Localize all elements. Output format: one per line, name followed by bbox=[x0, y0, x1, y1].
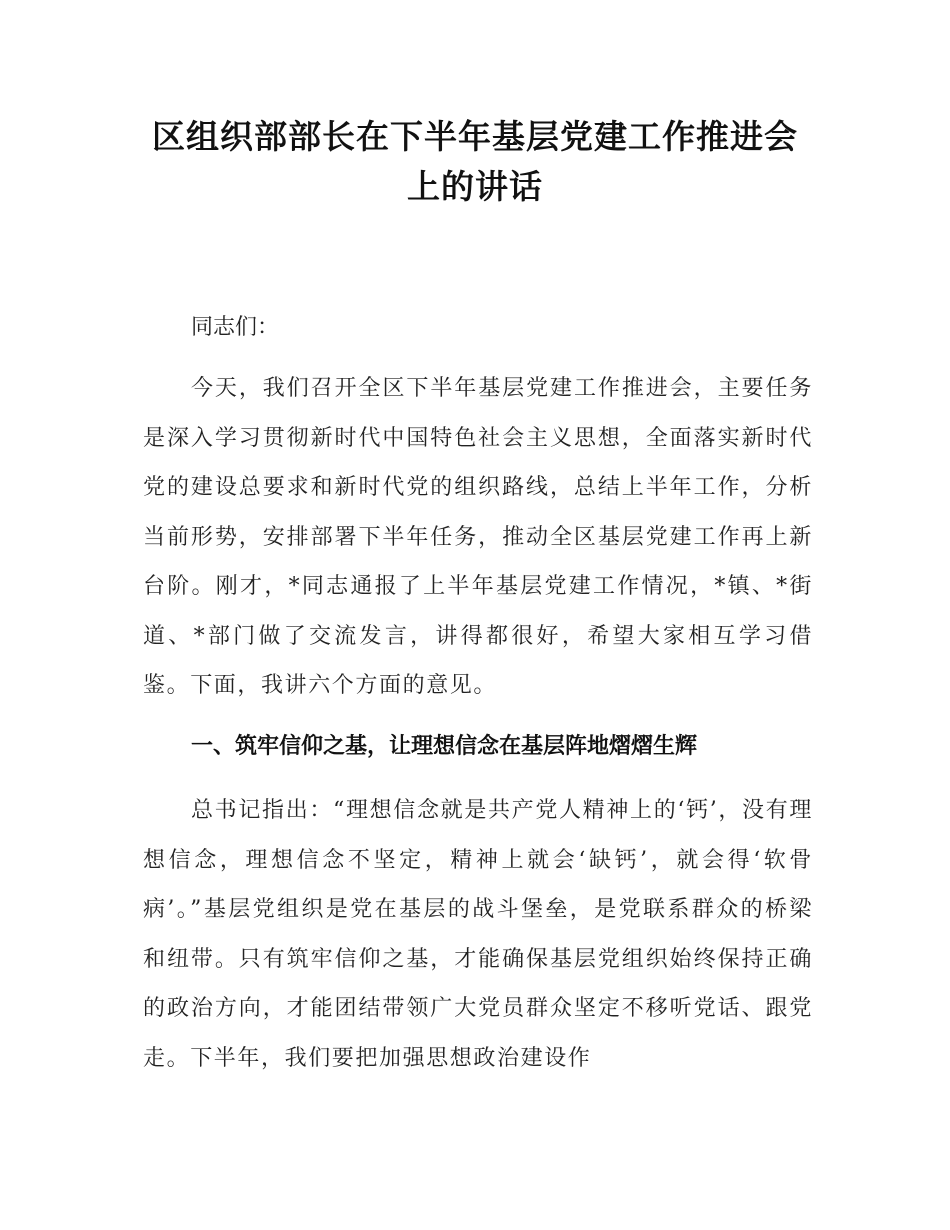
intro-paragraph: 今天，我们召开全区下半年基层党建工作推进会，主要任务是深入学习贯彻新时代中国特色社会主义思想，全面落实新时代党的建设总要求和新时代党的组织路线，总结上半年工作，分析当前形势，安排部署下半年任务，推动全区基层党建工作再上新台阶。刚才，*同志通报了上半年基层党建工作情况，*镇、*街道、*部门做了交流发言，讲得都很好，希望大家相互学习借鉴。下面，我讲六个方面的意见。 bbox=[143, 376, 813, 698]
section-1-paragraph: 总书记指出：“理想信念就是共产党人精神上的‘钙’，没有理想信念，理想信念不坚定，精神上就会‘缺钙’，就会得‘软骨病’。”基层党组织是党在基层的战斗堡垒，是党联系群众的桥梁和纽带。只有筑牢信仰之基，才能确保基层党组织始终保持正确的政治方向，才能团结带领广大党员群众坚定不移听党话、跟党走。下半年，我们要把加强思想政治建设作 bbox=[143, 798, 813, 1071]
document-title bbox=[120, 112, 830, 212]
greeting: 同志们： bbox=[191, 315, 280, 340]
title-line-1: 区组织部部长在下半年基层党建工作推进会 bbox=[152, 117, 798, 156]
section-heading-1: 一、筑牢信仰之基，让理想信念在基层阵地熠熠生辉 bbox=[191, 734, 698, 759]
title-line-2: 上的讲话 bbox=[407, 167, 543, 206]
